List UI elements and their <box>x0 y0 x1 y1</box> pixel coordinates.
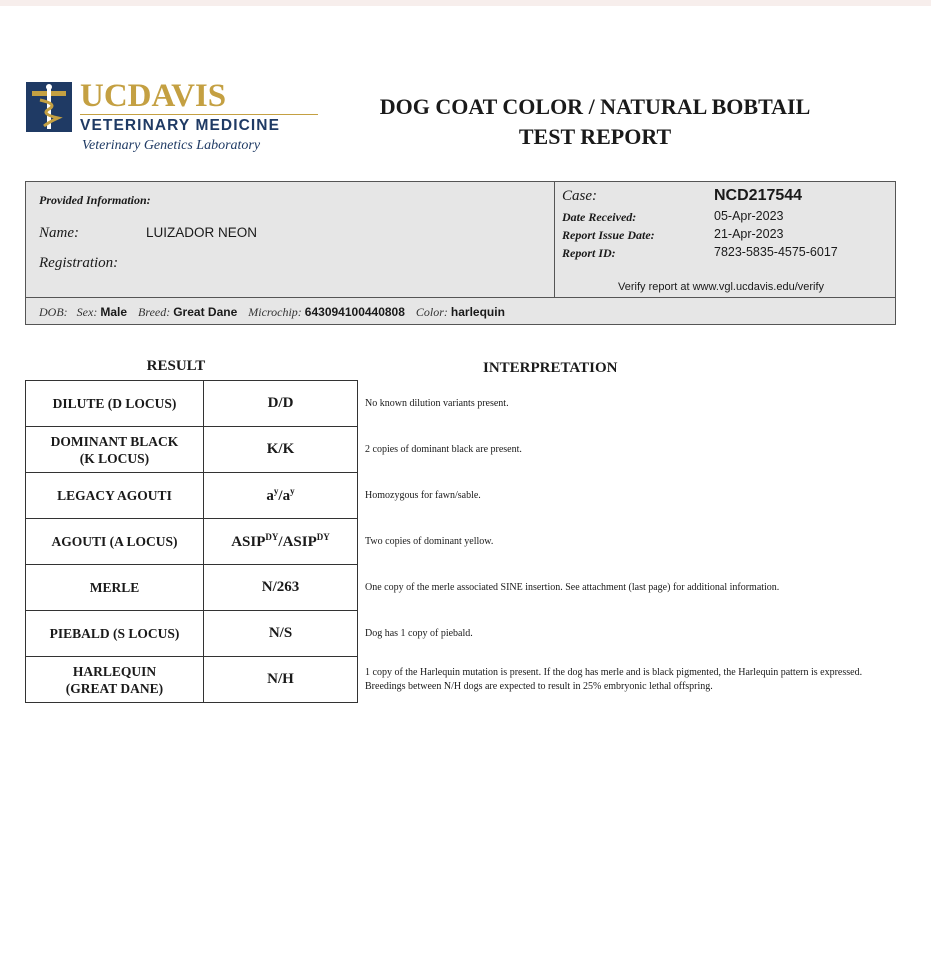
interpretation-text: Dog has 1 copy of piebald. <box>358 611 886 657</box>
lab-name: Veterinary Genetics Laboratory <box>82 138 261 153</box>
logo-rule <box>80 114 318 115</box>
genotype-value: N/H <box>267 671 294 687</box>
locus-name: DOMINANT BLACK <box>50 433 179 449</box>
genotype-cell <box>204 381 358 427</box>
report-id-value: 7823-5835-4575-6017 <box>714 245 838 259</box>
locus-subname: (GREAT DANE) <box>65 680 164 696</box>
genotype-value: K/K <box>266 441 295 457</box>
genotype-superscript: y <box>273 486 279 496</box>
genotype-cell <box>204 519 358 565</box>
locus-subname: (K LOCUS) <box>79 450 150 466</box>
interpretation-text: 2 copies of dominant black are present. <box>358 427 886 473</box>
genotype-cell <box>204 657 358 703</box>
microchip-value: 643094100440808 <box>304 305 405 319</box>
interpretation-text: Two copies of dominant yellow. <box>358 519 886 565</box>
ucdavis-logo <box>26 78 316 162</box>
info-box <box>25 181 896 325</box>
genotype-value: N/S <box>268 625 293 641</box>
interpretation-text: Homozygous for fawn/sable. <box>358 473 886 519</box>
date-received-label: Date Received: <box>562 210 637 224</box>
locus-name: HARLEQUIN <box>72 663 157 679</box>
microchip-label: Microchip: <box>248 305 302 319</box>
genotype-value: N/263 <box>261 579 300 595</box>
locus-name: DILUTE (D LOCUS) <box>52 396 177 411</box>
info-divider-vertical <box>554 182 555 297</box>
result-row <box>26 381 886 427</box>
dob-label: DOB: <box>39 305 68 319</box>
report-title-line1: DOG COAT COLOR / NATURAL BOBTAIL <box>379 94 811 119</box>
sex-label: Sex: <box>76 305 98 319</box>
locus-cell <box>26 473 204 519</box>
locus-cell <box>26 381 204 427</box>
result-row <box>26 519 886 565</box>
genotype-part: ASIP <box>282 534 317 550</box>
registration-label: Registration: <box>39 255 119 271</box>
locus-name: PIEBALD (S LOCUS) <box>49 626 180 641</box>
color-label: Color: <box>415 305 448 319</box>
locus-name: AGOUTI (A LOCUS) <box>51 534 178 549</box>
school-name: VETERINARY MEDICINE <box>80 117 281 134</box>
genotype-cell <box>204 473 358 519</box>
provided-info-label: Provided Information: <box>39 193 151 207</box>
interpretation-text: No known dilution variants present. <box>358 381 886 427</box>
report-id-label: Report ID: <box>562 246 616 260</box>
genotype-part: a <box>266 488 274 504</box>
sex-value: Male <box>100 305 128 319</box>
result-row <box>26 657 886 703</box>
dog-details-line <box>39 305 513 320</box>
results-table <box>25 380 885 703</box>
org-name: UCDAVIS <box>80 78 227 114</box>
locus-cell <box>26 427 204 473</box>
result-row <box>26 611 886 657</box>
genotype-superscript: y <box>290 486 295 496</box>
report-issue-date-label: Report Issue Date: <box>562 228 655 242</box>
interpretation-text: 1 copy of the Harlequin mutation is present. If the dog has merle and is black pigmented, the Harlequin pattern is expressed. Breedings between N/H dogs are expected to result in 25% embryonic lethal offspring. <box>358 657 886 703</box>
info-divider-horizontal <box>26 297 895 298</box>
color-value: harlequin <box>450 305 505 319</box>
locus-name: MERLE <box>89 580 140 595</box>
result-header: RESULT <box>146 358 206 374</box>
interpretation-header: INTERPRETATION <box>483 360 618 376</box>
genotype-part: / <box>278 488 283 504</box>
breed-value: Great Dane <box>173 305 238 319</box>
caduceus-shield-icon <box>26 82 72 132</box>
report-title <box>330 92 860 152</box>
report-title-line2: TEST REPORT <box>518 124 672 149</box>
genotype-part: a <box>282 488 291 504</box>
result-row <box>26 565 886 611</box>
locus-name: LEGACY AGOUTI <box>57 488 172 503</box>
name-value: LUIZADOR NEON <box>146 225 258 240</box>
locus-cell <box>26 657 204 703</box>
report-issue-date-value: 21-Apr-2023 <box>714 227 784 241</box>
top-edge-strip <box>0 0 931 6</box>
genotype-cell <box>204 565 358 611</box>
date-received-value: 05-Apr-2023 <box>714 209 784 223</box>
case-value: NCD217544 <box>714 187 803 204</box>
genotype-part: ASIP <box>231 534 266 550</box>
genotype-cell <box>204 611 358 657</box>
locus-cell <box>26 565 204 611</box>
genotype-value: D/D <box>267 395 294 411</box>
name-label: Name: <box>39 225 79 241</box>
genotype-part: / <box>278 534 283 550</box>
breed-label: Breed: <box>138 305 171 319</box>
locus-cell <box>26 611 204 657</box>
result-row <box>26 473 886 519</box>
genotype-superscript: DY <box>265 532 279 542</box>
genotype-superscript: DY <box>316 532 330 542</box>
locus-cell <box>26 519 204 565</box>
result-row <box>26 427 886 473</box>
verify-link[interactable]: Verify report at www.vgl.ucdavis.edu/verify <box>618 281 825 293</box>
case-label: Case: <box>562 188 597 204</box>
interpretation-text: One copy of the merle associated SINE insertion. See attachment (last page) for additional information. <box>358 565 886 611</box>
genotype-cell <box>204 427 358 473</box>
